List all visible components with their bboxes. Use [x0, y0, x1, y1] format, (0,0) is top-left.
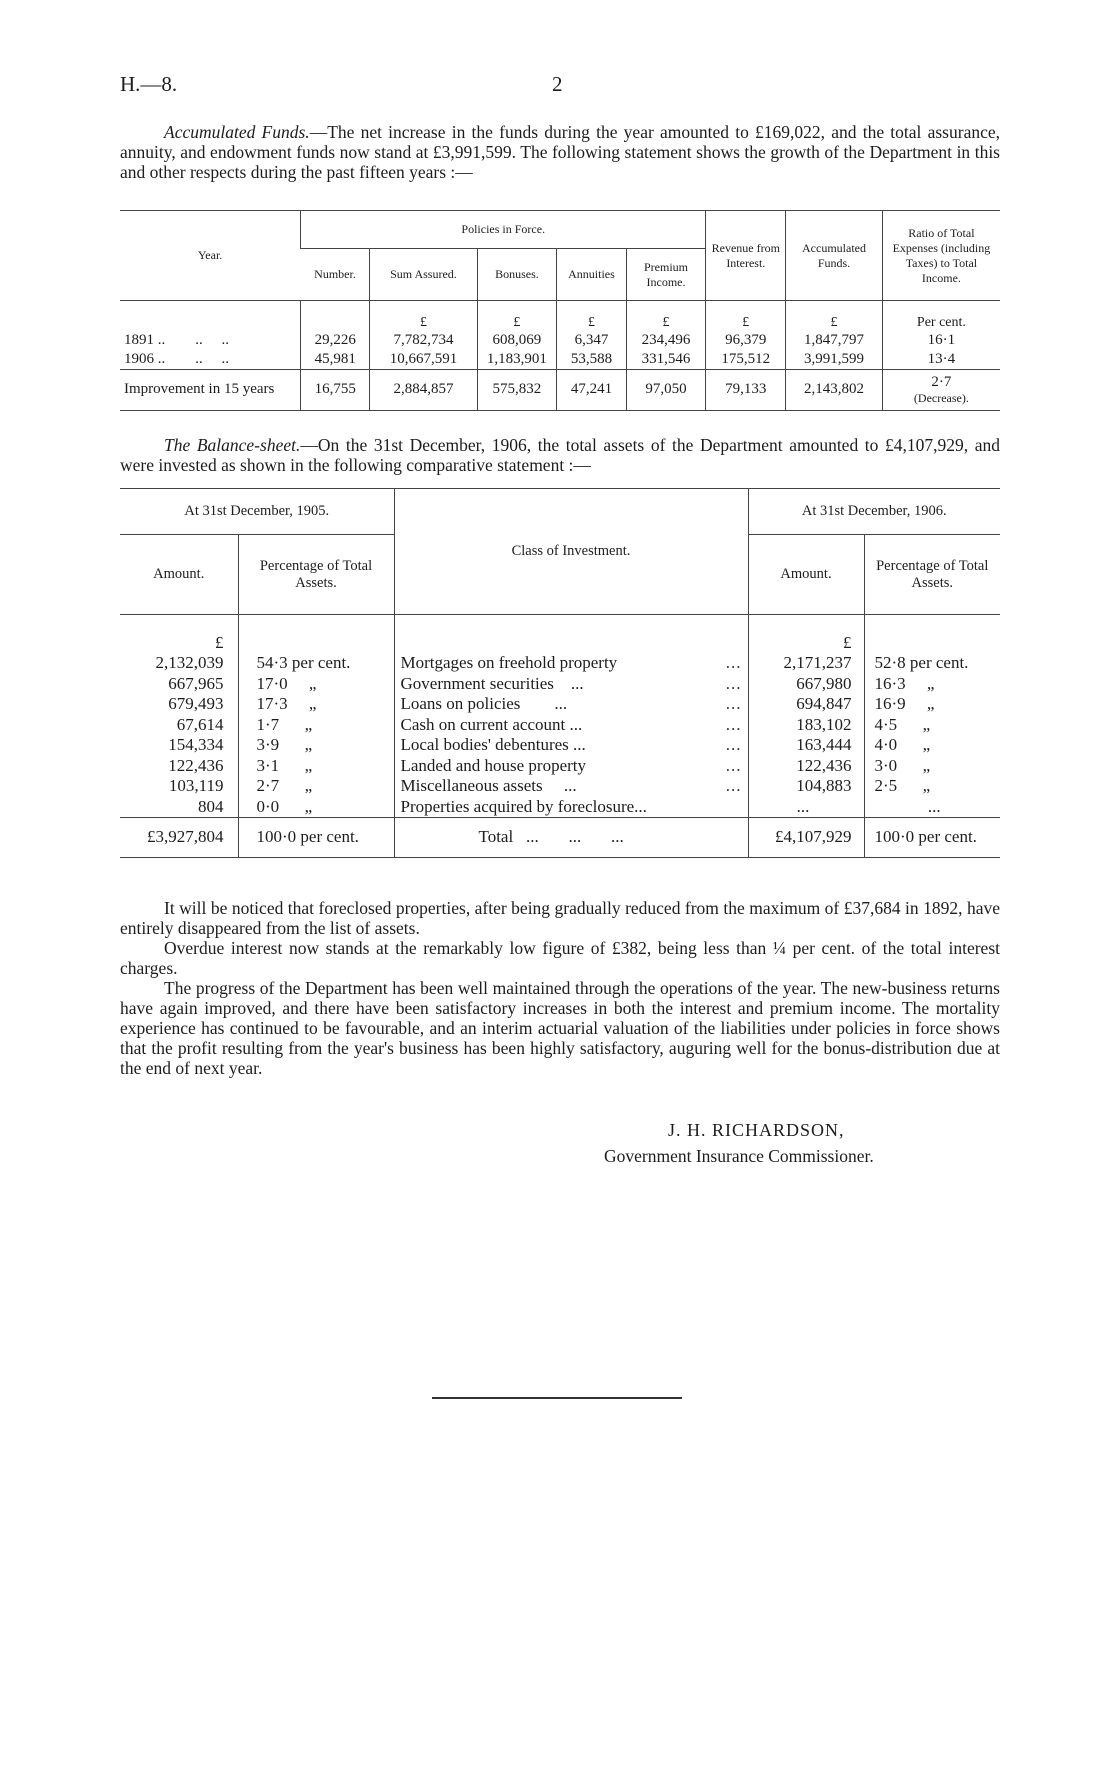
class-cell: [394, 756, 748, 777]
leader-dots: ...: [725, 714, 742, 734]
accumulated-funds-cell: 3,991,599: [786, 350, 883, 369]
col-number: Number.: [301, 249, 370, 301]
class-label: Loans on policies ...: [400, 694, 568, 714]
class-label: Properties acquired by foreclosure...: [400, 796, 647, 816]
class-label: Landed and house property: [400, 755, 587, 775]
col-sum-assured: Sum Assured.: [370, 249, 477, 301]
sum-assured-cell: 10,667,591: [370, 350, 477, 369]
total-amount-1906: £4,107,929: [748, 817, 864, 857]
col-year: Year.: [120, 211, 301, 301]
unit-cell: £: [706, 301, 786, 332]
table-row: [120, 797, 1000, 818]
total-percentage-1905: 100·0 per cent.: [238, 817, 394, 857]
table-row: [120, 715, 1000, 736]
percentage-1906-cell: 16·3 „: [864, 674, 1000, 695]
unit-cell: £: [370, 301, 477, 332]
percentage-1906-cell: 3·0 „: [864, 756, 1000, 777]
amount-1906-cell: 122,436: [748, 756, 864, 777]
ratio-cell: 13·4: [882, 350, 1000, 369]
page-number: 2: [552, 72, 563, 96]
amount-1905-cell: 2,132,039: [155, 653, 224, 673]
table-row: [120, 331, 1000, 350]
bonuses-cell: 608,069: [477, 331, 557, 350]
unit-cell: [864, 615, 1000, 654]
revenue-interest-cell: 79,133: [706, 369, 786, 410]
signature-title: Government Insurance Commissioner.: [604, 1146, 874, 1166]
revenue-interest-cell: 96,379: [706, 331, 786, 350]
bonuses-cell: 1,183,901: [477, 350, 557, 369]
number-cell: 45,981: [301, 350, 370, 369]
unit-cell: [394, 615, 748, 654]
intro-paragraph: [120, 122, 1000, 182]
class-cell: [394, 735, 748, 756]
header-1906: At 31st December, 1906.: [748, 489, 1000, 535]
leader-dots: ...: [725, 735, 742, 755]
unit-cell: Per cent.: [882, 301, 1000, 332]
document-code: H.—8.: [120, 72, 178, 96]
table-row: [120, 776, 1000, 797]
signature-name: J. H. RICHARDSON,: [668, 1120, 845, 1140]
class-cell: [394, 653, 748, 674]
unit-cell: £: [626, 301, 706, 332]
unit-cell: £: [477, 301, 557, 332]
unit-cell: £: [120, 615, 238, 654]
percentage-1906-cell: 4·0 „: [864, 735, 1000, 756]
percentage-1906-cell: 52·8 per cent.: [864, 653, 1000, 674]
percentage-1905-cell: 17·3 „: [238, 694, 394, 715]
percentage-1906-cell: 2·5 „: [864, 776, 1000, 797]
table-row: [120, 674, 1000, 695]
table-row: [120, 735, 1000, 756]
class-label: Miscellaneous assets ...: [400, 776, 577, 796]
percentage-1906-cell: ...: [864, 797, 1000, 818]
percentage-1906-cell: 16·9 „: [864, 694, 1000, 715]
total-percentage-1906: 100·0 per cent.: [864, 817, 1000, 857]
leader-dots: ...: [725, 776, 742, 796]
header-percentage-1905: Percentage of Total Assets.: [238, 535, 394, 615]
total-label: Total ... ... ...: [394, 817, 748, 857]
class-label: Local bodies' debentures ...: [400, 735, 586, 755]
balance-text: —On the 31st December, 1906, the total assets of the Department amounted to £4,107,929, and were invested as shown in the following comparative statement :—: [120, 435, 1001, 475]
overdue-interest-paragraph: Overdue interest now stands at the remarkably low figure of £382, being less than ¼ per cent. of the total interest charges.: [120, 938, 1000, 978]
class-cell: [394, 797, 748, 818]
class-label: Mortgages on freehold property: [400, 653, 618, 673]
accumulated-funds-cell: 1,847,797: [786, 331, 883, 350]
premium-income-cell: 97,050: [626, 369, 706, 410]
amount-1905-cell: 154,334: [168, 735, 224, 755]
improvement-row: [120, 369, 1000, 410]
leader-dots: ...: [725, 653, 742, 673]
class-label: Government securities ...: [400, 673, 584, 693]
year-cell: 1906 .. .. ..: [124, 350, 229, 367]
number-cell: 29,226: [301, 331, 370, 350]
class-cell: [394, 694, 748, 715]
class-cell: [394, 776, 748, 797]
amount-1905-cell: 679,493: [168, 694, 224, 714]
amount-1905-cell: 103,119: [168, 776, 224, 796]
col-bonuses: Bonuses.: [477, 249, 557, 301]
unit-cell: £: [557, 301, 626, 332]
year-cell: 1891 .. .. ..: [124, 332, 229, 348]
balance-lead: The Balance-sheet.: [164, 435, 301, 455]
improvement-label: Improvement in 15 years: [120, 369, 301, 410]
amount-1905-cell: 67,614: [176, 714, 224, 734]
amount-1906-cell: 667,980: [748, 674, 864, 695]
amount-1906-cell: 104,883: [748, 776, 864, 797]
unit-cell: £: [748, 615, 864, 654]
col-annuities: Annuities: [557, 249, 626, 301]
percentage-1905-cell: 1·7 „: [238, 715, 394, 736]
units-row: [120, 615, 1000, 654]
annuities-cell: 6,347: [557, 331, 626, 350]
balance-intro-paragraph: [120, 435, 1000, 475]
table-row: [120, 756, 1000, 777]
header-amount-1906: Amount.: [748, 535, 864, 615]
col-revenue-interest: Revenue from Interest.: [706, 211, 786, 301]
class-cell: [394, 674, 748, 695]
ratio-value: 2·7: [931, 373, 952, 390]
total-row: [120, 817, 1000, 857]
total-amount-1905: £3,927,804: [120, 817, 238, 857]
col-accumulated-funds: Accumulated Funds.: [786, 211, 883, 301]
annuities-cell: 53,588: [557, 350, 626, 369]
col-premium-income: Premium Income.: [626, 249, 706, 301]
table-row: [120, 653, 1000, 674]
leader-dots: ...: [725, 694, 742, 714]
percentage-1905-cell: 3·1 „: [238, 756, 394, 777]
unit-cell: [238, 615, 394, 654]
growth-table: [120, 210, 1000, 411]
annuities-cell: 47,241: [557, 369, 626, 410]
percentage-1905-cell: 17·0 „: [238, 674, 394, 695]
intro-text: —The net increase in the funds during the year amounted to £169,022, and the total assurance, annuity, and endowment funds now stand at £3,991,599. The following statement shows the growth of the Department in this and other respects during the past fifteen years :—: [120, 122, 1000, 182]
header-1905: At 31st December, 1905.: [120, 489, 394, 535]
amount-1905-cell: 667,965: [168, 673, 224, 693]
unit-cell: [120, 301, 301, 332]
premium-income-cell: 234,496: [626, 331, 706, 350]
amount-1905-cell: 122,436: [168, 755, 224, 775]
percentage-1905-cell: 0·0 „: [238, 797, 394, 818]
leader-dots: ...: [725, 755, 742, 775]
number-cell: 16,755: [301, 369, 370, 410]
col-policies-in-force: Policies in Force.: [301, 211, 706, 249]
ratio-cell: [882, 369, 1000, 410]
table-row: [120, 694, 1000, 715]
amount-1906-cell: 2,171,237: [748, 653, 864, 674]
amount-1906-cell: 183,102: [748, 715, 864, 736]
amount-1905-cell: 804: [198, 796, 224, 816]
percentage-1906-cell: 4·5 „: [864, 715, 1000, 736]
sum-assured-cell: 7,782,734: [370, 331, 477, 350]
percentage-1905-cell: 3·9 „: [238, 735, 394, 756]
percentage-1905-cell: 54·3 per cent.: [238, 653, 394, 674]
header-class-of-investment: Class of Investment.: [394, 489, 748, 615]
class-cell: [394, 715, 748, 736]
ratio-cell: 16·1: [882, 331, 1000, 350]
header-amount-1905: Amount.: [120, 535, 238, 615]
col-ratio: Ratio of Total Expenses (including Taxes) to Total Income.: [882, 211, 1000, 301]
unit-cell: [301, 301, 370, 332]
revenue-interest-cell: 175,512: [706, 350, 786, 369]
closing-rule: [432, 1397, 682, 1399]
premium-income-cell: 331,546: [626, 350, 706, 369]
foreclosure-paragraph: It will be noticed that foreclosed properties, after being gradually reduced from the maximum of £37,684 in 1892, have entirely disappeared from the list of assets.: [120, 898, 1000, 938]
amount-1906-cell: ...: [748, 797, 864, 818]
table-row: [120, 350, 1000, 369]
amount-1906-cell: 694,847: [748, 694, 864, 715]
class-label: Cash on current account ...: [400, 714, 583, 734]
sum-assured-cell: 2,884,857: [370, 369, 477, 410]
leader-dots: ...: [725, 673, 742, 693]
progress-paragraph: The progress of the Department has been well maintained through the operations of the year. The new-business returns have again improved, and there have been satisfactory increases in both the interest and premium income. The mortality experience has continued to be favourable, and an interim actuarial valuation of the liabilities under policies in force shows that the profit resulting from the year's business has been highly satisfactory, auguring well for the bonus-distribution due at the end of next year.: [120, 978, 1000, 1078]
amount-1906-cell: 163,444: [748, 735, 864, 756]
bonuses-cell: 575,832: [477, 369, 557, 410]
decrease-note: (Decrease).: [913, 390, 969, 405]
balance-table: [120, 488, 1000, 858]
accumulated-funds-cell: 2,143,802: [786, 369, 883, 410]
header-percentage-1906: Percentage of Total Assets.: [864, 535, 1000, 615]
unit-cell: £: [786, 301, 883, 332]
units-row: [120, 301, 1000, 332]
intro-lead: Accumulated Funds.: [164, 122, 310, 142]
percentage-1905-cell: 2·7 „: [238, 776, 394, 797]
